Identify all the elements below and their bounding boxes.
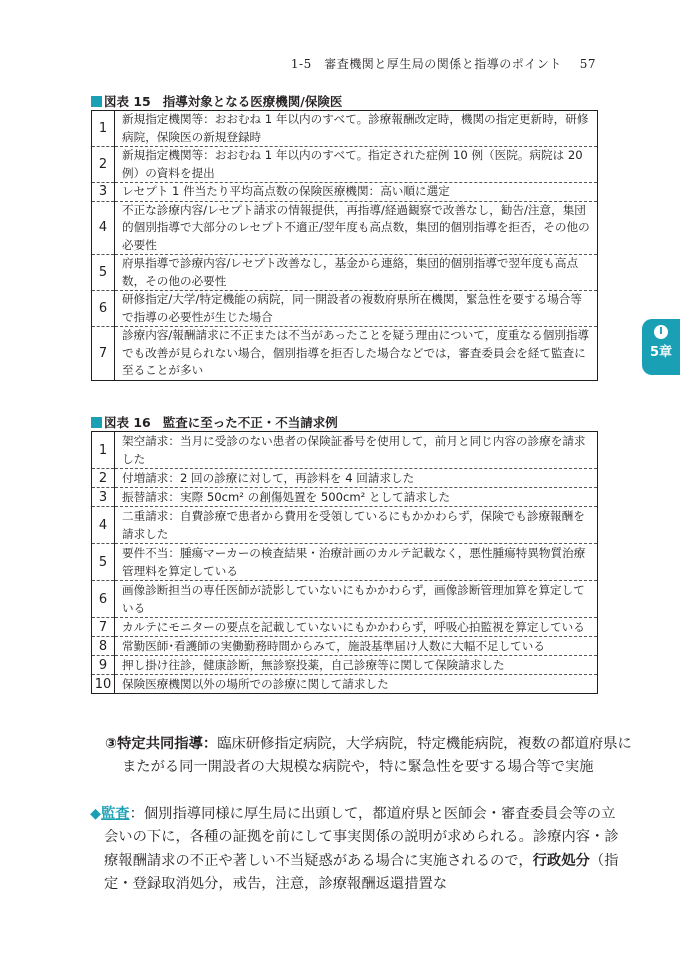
figure-15-label: 図表 15: [104, 94, 151, 109]
square-bullet-icon: [91, 417, 102, 428]
row-text: 新規指定機関等：おおむね 1 年以内のすべて。診療報酬改定時，機関の指定更新時，研修病院，保険医の新規登録時: [122, 112, 589, 144]
paragraph-text: 臨床研修指定病院，大学病院，特定機能病院，複数の都道府県にまたがる同一開設者の大規模な病院や，特に緊急性を要する場合等で実施: [122, 736, 632, 776]
figure-15-caption: 指導対象となる医療機関/保険医: [162, 94, 343, 109]
row-text: 二重請求：自費診療で患者から費用を受領しているにもかかわらず，保険でも診療報酬を請求した: [115, 507, 598, 544]
row-number: 10: [92, 675, 115, 694]
square-bullet-icon: [91, 96, 102, 107]
row-text: 付増請求：2 回の診療に対して，再診料を 4 回請求した: [115, 469, 598, 488]
row-number: 2: [92, 147, 115, 183]
figure-15-title: [91, 92, 342, 110]
table-row: [92, 675, 598, 694]
row-text: 保険医療機関以外の場所での診療に関して請求した: [115, 675, 598, 694]
row-text: 要件不当：腫瘍マーカーの検査結果・治療計画のカルテ記載なく，悪性腫瘍特異物質治療管理料を算定している: [115, 544, 598, 581]
row-text: カルテにモニターの要点を記載していないにもかかわらず，呼吸心拍監視を算定している: [115, 618, 598, 637]
row-number: 7: [92, 618, 115, 637]
row-number: 5: [92, 255, 115, 291]
row-number: 1: [92, 432, 115, 469]
row-number: 6: [92, 581, 115, 618]
table-row: [92, 111, 598, 147]
table-row: [92, 618, 598, 637]
paragraph-lead: ③特定共同指導：: [105, 736, 218, 752]
paragraph-bold-term: 行政処分: [532, 852, 590, 869]
row-text: 研修指定/大学/特定機能の病院，同一開設者の複数府県所在機関，緊急性を要する場合等で指導の必要性が生じた場合: [115, 291, 598, 327]
paragraph-text: ：個別指導同様に厚生局に出頭して，都道府県と医師会・審査委員会等の立会いの下に，各種の証拠を前にして事実関係の説明が求められる。診療内容・診療報酬請求の不正や著しい不当疑惑がある場合に実施されるので，: [104, 806, 619, 869]
table-row: [92, 147, 598, 183]
row-number: 4: [92, 201, 115, 255]
paragraph-audit: [90, 803, 620, 897]
figure-15-table: [91, 110, 598, 381]
table-row: [92, 327, 598, 381]
table-row: [92, 637, 598, 656]
row-number: 3: [92, 488, 115, 507]
table-row: [92, 201, 598, 255]
row-number: 1: [92, 111, 115, 147]
chapter-tab: [642, 319, 680, 375]
row-number: 9: [92, 656, 115, 675]
part-number-badge: Ⅰ: [654, 325, 668, 339]
table-row: [92, 255, 598, 291]
running-header: [291, 55, 596, 72]
paragraph-text-continued: （指定・登録取消処分，戒告，注意，診療報酬返還措置な: [104, 852, 619, 893]
paragraph-lead: 監査: [101, 806, 130, 822]
chapter-label: 5章: [649, 345, 673, 360]
row-text: 常勤医師･看護師の実働勤務時間からみて，施設基準届け人数に大幅不足している: [115, 637, 598, 656]
row-number: 5: [92, 544, 115, 581]
table-row: [92, 432, 598, 469]
diamond-bullet-icon: ◆: [90, 806, 101, 822]
paragraph-special-joint-guidance: [90, 733, 638, 780]
figure-16-title: [91, 413, 338, 431]
row-text: 画像診断担当の専任医師が読影していないにもかかわらず，画像診断管理加算を算定している: [115, 581, 598, 618]
row-text: 診療内容/報酬請求に不正または不当があったことを疑う理由について，度重なる個別指導でも改善が見られない場合，個別指導を拒否した場合などでは，審査委員会を経て監査に至ることが多い: [115, 327, 598, 381]
table-row: [92, 291, 598, 327]
row-text: 架空請求：当月に受診のない患者の保険証番号を使用して，前月と同じ内容の診療を請求した: [122, 434, 586, 466]
table-row: [92, 544, 598, 581]
table-row: [92, 488, 598, 507]
row-text: 新規指定機関等：おおむね 1 年以内のすべて。指定された症例 10 例（医院。病院は 20 例）の資料を提出: [115, 147, 598, 183]
figure-16-table: [91, 431, 598, 694]
table-row: [92, 507, 598, 544]
row-text: レセプト 1 件当たり平均高点数の保険医療機関：高い順に選定: [115, 183, 598, 202]
row-number: 7: [92, 327, 115, 381]
row-text: 押し掛け往診，健康診断，無診察投薬，自己診療等に関して保険請求した: [115, 656, 598, 675]
page-number: 57: [579, 57, 596, 71]
table-row: [92, 469, 598, 488]
section-title: 1-5 審査機関と厚生局の関係と指導のポイント: [290, 57, 562, 71]
table-row: [92, 183, 598, 202]
row-number: 4: [92, 507, 115, 544]
row-text: 不正な診療内容/レセプト請求の情報提供，再指導/経過観察で改善なし，勧告/注意，集団的個別指導で大部分のレセプト不適正/翌年度も高点数，集団的個別指導を拒否，その他の必要性: [115, 201, 598, 255]
row-text: 府県指導で診療内容/レセプト改善なし，基金から連絡，集団的個別指導で翌年度も高点数，その他の必要性: [115, 255, 598, 291]
figure-16-caption: 監査に至った不正・不当請求例: [162, 415, 338, 430]
row-number: 6: [92, 291, 115, 327]
row-number: 8: [92, 637, 115, 656]
row-text: 振替請求：実際 50cm² の創傷処置を 500cm² として請求した: [115, 488, 598, 507]
figure-16-label: 図表 16: [104, 415, 151, 430]
row-number: 2: [92, 469, 115, 488]
row-number: 3: [92, 183, 115, 202]
table-row: [92, 581, 598, 618]
table-row: [92, 656, 598, 675]
